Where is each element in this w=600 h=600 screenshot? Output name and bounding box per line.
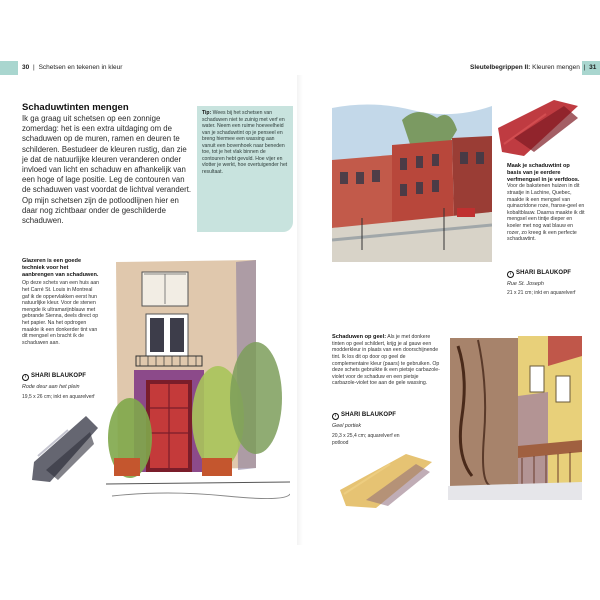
- header-bar-left: [0, 61, 18, 75]
- right-header-section: Sleutelbegrippen II:: [470, 64, 531, 71]
- left-running-header: 30 | Schetsen en tekenen in kleur: [22, 64, 123, 71]
- glaze-artist-name: SHARI BLAUKOPF: [31, 373, 87, 379]
- right-running-header: Sleutelbegrippen II: Kleuren mengen | 31: [470, 64, 597, 71]
- glaze-dimensions: 19,5 x 26 cm; inkt en aquarelverf: [22, 394, 95, 400]
- intro-paragraph: Ik ga graag uit schetsen op een zonnige zomerdag: het is een extra uitdaging om de schaduwen op de muren, ramen en deuren te schilderen. Bestudeer de kleuren rustig, dan zie je dat de natuurlijke kleuren veranderen onder invloed van licht en schaduw en afhankelijk van een hoge of lage positie. Leg de contouren van de schaduwen vast voordat de lichtval verandert. Op mijn schetsen zijn de potloodlijnen hier en daar nog zichtbaar onder de geschilderde schaduwen.: [22, 114, 192, 226]
- left-header-title: Schetsen en tekenen in kleur: [38, 64, 123, 71]
- right-header-title: Kleuren mengen: [532, 64, 580, 71]
- artist-arrow-icon: ›: [332, 413, 339, 420]
- red-shadow-swatch: [494, 98, 582, 158]
- glaze-artwork-title: Rode deur aan het plein: [22, 384, 80, 390]
- yellow-artist-name: SHARI BLAUKOPF: [341, 412, 397, 418]
- glaze-caption-head: Glazeren is een goede techniek voor het aanbrengen van schaduwen.: [22, 258, 99, 278]
- grey-shadow-swatch: [28, 410, 100, 486]
- rue-caption-head: Maak je schaduwtint op basis van je eerdere verfmengsel in je verfdoos.: [507, 163, 580, 183]
- glaze-artist: [22, 373, 86, 381]
- yellow-dimensions: 20,3 x 25,4 cm; aquarelverf en potlood: [332, 433, 400, 446]
- rue-caption: [507, 163, 585, 243]
- section-heading: Schaduwtinten mengen: [22, 102, 129, 113]
- rue-artist-name: SHARI BLAUKOPF: [516, 270, 572, 276]
- tip-body: Wees bij het schetsen van schaduwen niet te zuinig met verf en water. Neem een ruime hoeveelheid van je schaduwtint op je penseel en breng hiermee een wassing aan vanuit een bovenhoek naar beneden toe, tot je het vlak binnen de contouren hebt gevuld. Hoe vijer en vlotter je werkt, hoe overtuigender het resultaat.: [202, 110, 288, 175]
- rue-dimensions: 21 x 21 cm; inkt en aquarelverf: [507, 290, 576, 296]
- yellow-porch-painting: [448, 336, 582, 500]
- yellow-artwork-title: Geel portiek: [332, 423, 362, 429]
- glaze-caption-body: Op deze schets van een huis aan het Carré St. Louis in Montreal gaf ik de oppervlakken eerst hun natuurlijke kleur. Voor de stenen mengde ik ultramarijnblauw met gebrande Sienna, deels direct op het papier. Na het opdrogen maakte ik een donkerder tint van dit mengsel en bracht ik de schaduwen aan.: [22, 280, 99, 346]
- right-page-number: 31: [589, 64, 597, 71]
- rue-artist: [507, 270, 571, 278]
- yellow-shadow-swatch: [336, 450, 436, 510]
- yellow-caption-head: Schaduwen op geel:: [332, 334, 387, 340]
- rue-st-joseph-painting: [332, 100, 492, 262]
- rue-caption-body: Voor de bakstenen huizen in dit straatje in Lachine, Quebec, maakte ik een mengsel van quinacridone roze, franse-geel en kobaltblauw. Daarna maakte ik dit mengsel een tintje dieper en koeler met nog wat blauw en rozer, zo kreeg ik een perfecte schaduwtint.: [507, 183, 585, 243]
- tip-text: [202, 110, 288, 175]
- rue-artwork-title: Rue St. Joseph: [507, 281, 544, 287]
- artist-arrow-icon: ›: [22, 374, 29, 381]
- yellow-caption: [332, 334, 442, 387]
- left-page-number: 30: [22, 64, 30, 71]
- glaze-caption: [22, 258, 100, 346]
- yellow-artist: [332, 412, 396, 420]
- page-gutter: [297, 75, 303, 545]
- artist-arrow-icon: ›: [507, 271, 514, 278]
- red-door-painting: [106, 258, 290, 508]
- yellow-caption-body: Als je met donkere tinten op geel schildert, krijg je al gauw een modderkleur in plaats van een doorschijnende tint. Ik los dit op door op geel de complementaire kleur (paars) te gebruiken. Op deze schets gebruikte ik een pietsje carbazole-violet voor de schaduw en een pietsje carbazole-violet toe aan de gele wassing.: [332, 334, 440, 387]
- tip-label: Tip:: [202, 110, 212, 116]
